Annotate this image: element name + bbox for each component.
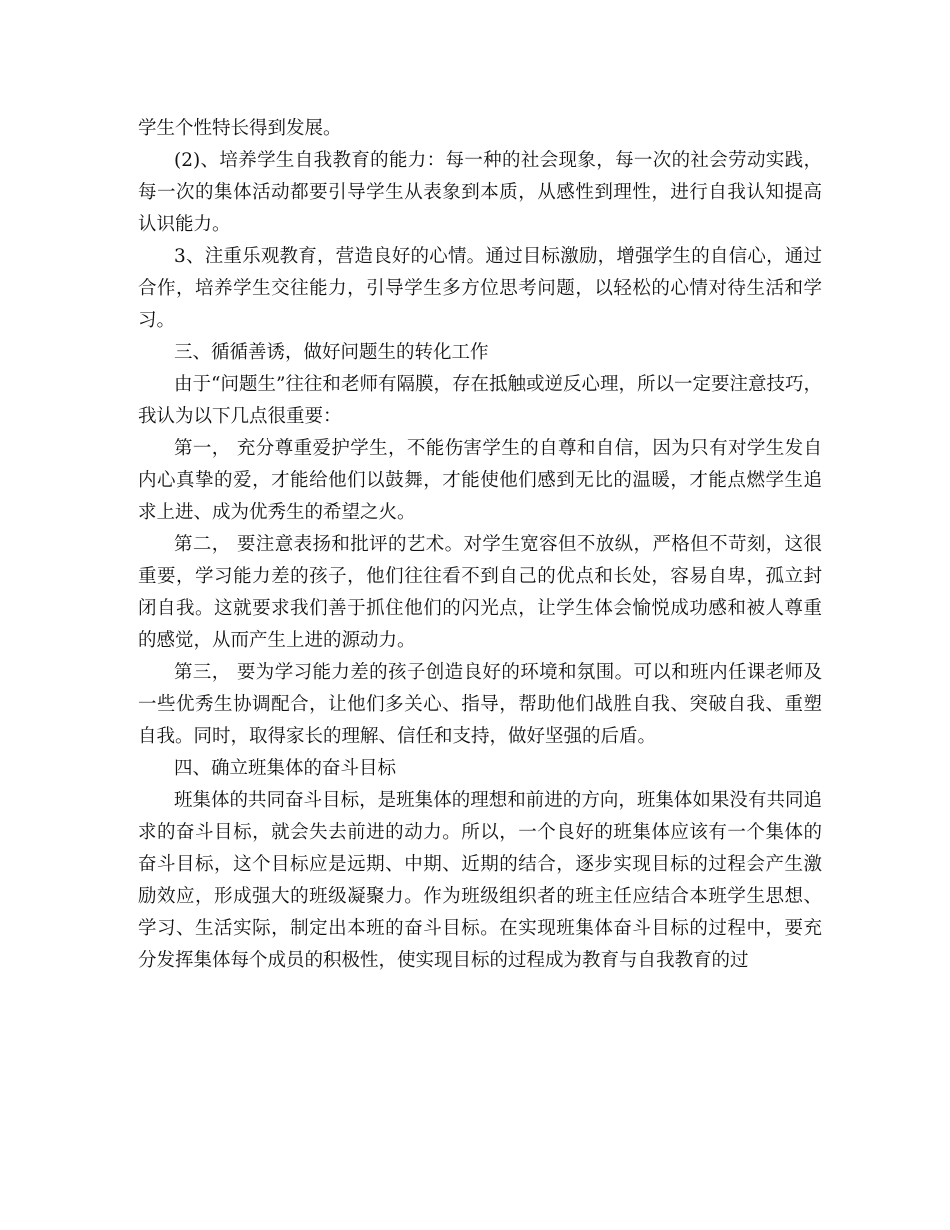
paragraph-optimism-education: 3、注重乐观教育，营造良好的心情。通过目标激励，增强学生的自信心，通过合作，培养学生交往能力，引导学生多方位思考问题，以轻松的心情对待生活和学习。	[138, 246, 822, 331]
paragraph-point-third: 第三， 要为学习能力差的孩子创造良好的环境和氛围。可以和班内任课老师及一些优秀生协调配合，让他们多关心、指导，帮助他们战胜自我、突破自我、重塑自我。同时，取得家长的理解、信任和支持，做好坚强的后盾。	[138, 662, 822, 747]
paragraph-problem-students-intro: 由于“问题生”往往和老师有隔膜，存在抵触或逆反心理，所以一定要注意技巧，我认为以下几点很重要：	[138, 374, 822, 427]
paragraph-point-first: 第一， 充分尊重爱护学生，不能伤害学生的自尊和自信，因为只有对学生发自内心真挚的爱，才能给他们以鼓舞，才能使他们感到无比的温暖，才能点燃学生追求上进、成为优秀生的希望之火。	[138, 438, 822, 523]
section-heading-4: 四、确立班集体的奋斗目标	[174, 758, 397, 779]
paragraph-self-education: (2)、培养学生自我教育的能力：每一种的社会现象，每一次的社会劳动实践，每一次的集体活动都要引导学生从表象到本质，从感性到理性，进行自我认知提高认识能力。	[138, 150, 822, 235]
section-heading-3: 三、循循善诱，做好问题生的转化工作	[174, 342, 489, 363]
paragraph-point-second: 第二， 要注意表扬和批评的艺术。对学生宽容但不放纵，严格但不苛刻，这很重要，学习能力差的孩子，他们往往看不到自己的优点和长处，容易自卑，孤立封闭自我。这就要求我们善于抓住他们的闪光点，让学生体会愉悦成功感和被人尊重的感觉，从而产生上进的源动力。	[138, 534, 822, 651]
paragraph-continued: 学生个性特长得到发展。	[138, 118, 342, 139]
document-body	[138, 113, 822, 977]
paragraph-class-goals: 班集体的共同奋斗目标，是班集体的理想和前进的方向，班集体如果没有共同追求的奋斗目标，就会失去前进的动力。所以，一个良好的班集体应该有一个集体的奋斗目标，这个目标应是远期、中期、近期的结合，逐步实现目标的过程会产生激励效应，形成强大的班级凝聚力。作为班级组织者的班主任应结合本班学生思想、学习、生活实际，制定出本班的奋斗目标。在实现班集体奋斗目标的过程中，要充分发挥集体每个成员的积极性，使实现目标的过程成为教育与自我教育的过	[138, 790, 822, 971]
